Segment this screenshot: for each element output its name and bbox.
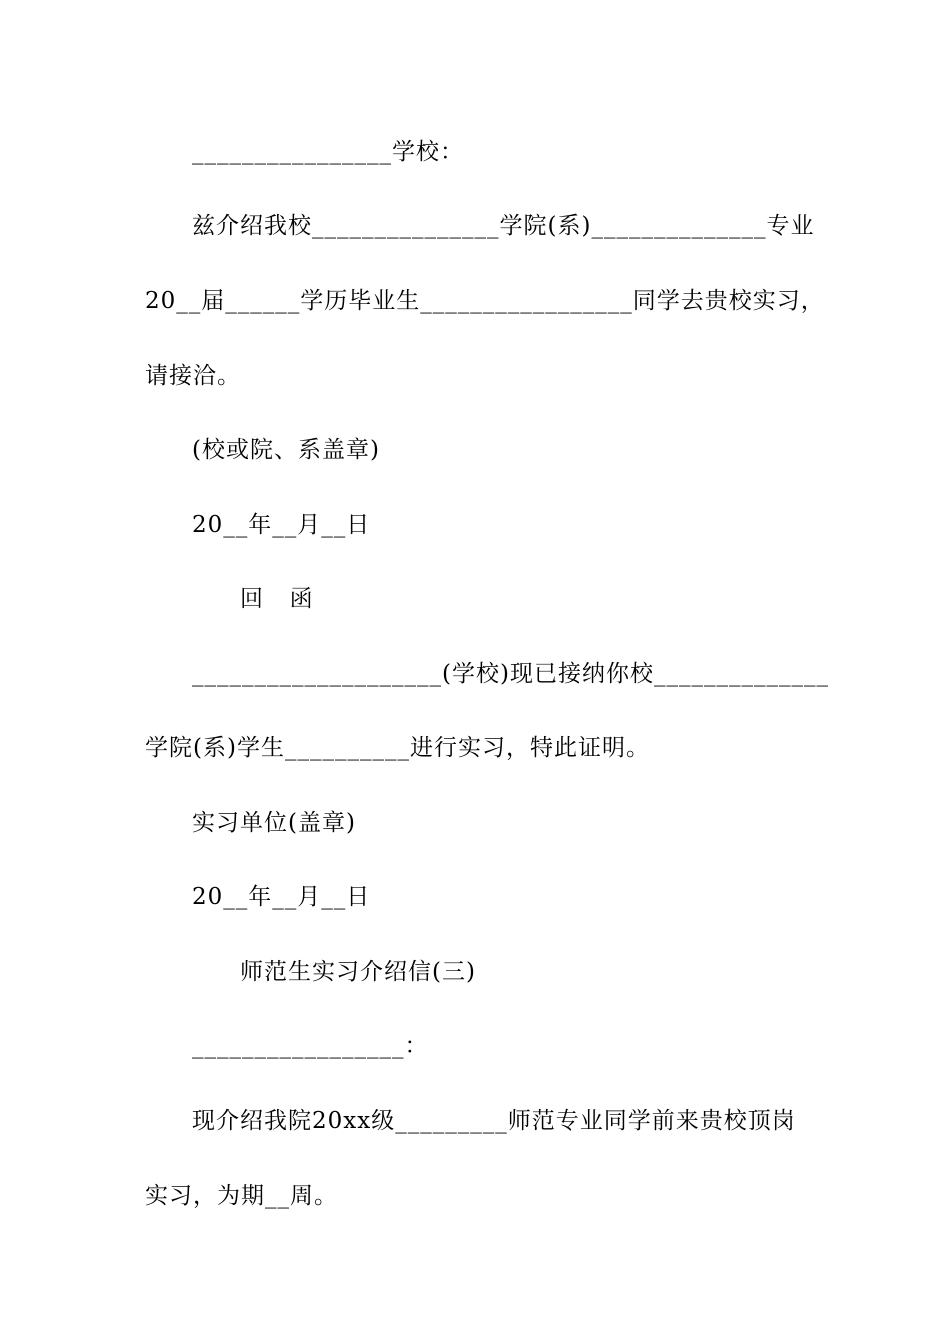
introduction-line-2: 20__届______学历毕业生_________________同学去贵校实习， (145, 288, 825, 314)
recipient-salutation: _________________： (192, 1033, 429, 1059)
reply-line-1: ____________________(学校)现已接纳你校______________ (192, 661, 829, 687)
reply-line-2: 学院(系)学生__________进行实习，特此证明。 (145, 735, 650, 761)
letter-body-line-2: 实习，为期__周。 (145, 1183, 338, 1209)
introduction-line-1: 兹介绍我校_______________学院(系)______________专业 (192, 213, 815, 239)
section-title: 师范生实习介绍信(三) (240, 959, 476, 985)
seal-note: (校或院、系盖章) (192, 437, 380, 463)
date-line-1: 20__年__月__日 (192, 512, 371, 538)
introduction-line-3: 请接洽。 (145, 363, 241, 389)
letter-body-line-1: 现介绍我院20xx级_________师范专业同学前来贵校顶岗 (192, 1108, 796, 1134)
school-salutation: ________________学校： (192, 139, 464, 165)
reply-heading: 回 函 (240, 586, 317, 612)
internship-unit-seal: 实习单位(盖章) (192, 810, 356, 836)
date-line-2: 20__年__月__日 (192, 884, 371, 910)
